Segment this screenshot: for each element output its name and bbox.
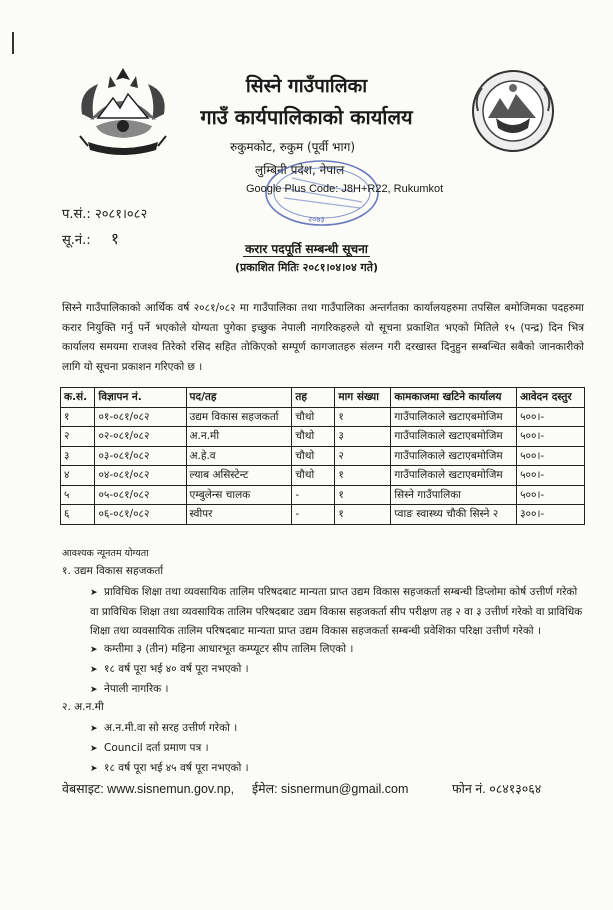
list-item: ➤ Council दर्ता प्रमाण पत्र । (90, 739, 584, 759)
website-link[interactable]: www.sisnemun.gov.np, (107, 782, 235, 796)
notice-number-value: १ (110, 229, 120, 248)
cell: १ (335, 466, 391, 486)
footer-website: वेबसाइट: www.sisnemun.gov.np, (62, 782, 235, 796)
cell: ५००।- (517, 407, 585, 427)
vacancy-table (60, 387, 585, 525)
cell: १ (335, 407, 391, 427)
notice-body: सिस्ने गाउँपालिकाको आर्थिक वर्ष २०८१/०८२ मा गाउँपालिका तथा गाउँपालिका अन्तर्गतका कार्यालयहरुमा तपसिल बमोजिमका पदहरुमा करार नियुक्ति गर्नु पर्ने भएकोले योग्यता पुगेका इच्छुक नेपाली नागरिकहरुले यो सूचना प्रकाशित भएको मितिले १५ (पन्द्र) दिन भित्र कार्यालय समयमा राजश्व तिरेको रसिद सहित तोकिएको सम्पूर्ण कागजातहरु संलग्न गरी दरखास्त दिनुहुन सम्बन्धित सबैको जानकारीको लागि यो सूचना प्रकाशन गरिएको छ । (62, 302, 584, 373)
address-line-1: रुकुमकोट, रुकुम (पूर्वी भाग) (230, 140, 356, 154)
col-header-post: पद/तह (186, 388, 292, 408)
bullet-arrow-icon: ➤ (90, 588, 98, 598)
published-date: (प्रकाशित मितिः २०८१।०४।०४ गते) (234, 261, 379, 274)
cell: गाउँपालिकाले खटाएबमोजिम (391, 466, 517, 486)
address-line-2: लुम्बिनी प्रदेश, नेपाल (255, 163, 345, 177)
cell: ५ (61, 485, 95, 505)
section-title-1: १. उद्यम विकास सहजकर्ता (62, 565, 164, 577)
cell: ल्याब असिस्टेन्ट (186, 466, 292, 486)
svg-text:२०७३: २०७३ (308, 215, 325, 224)
cell: गाउँपालिकाले खटाएबमोजिम (391, 446, 517, 466)
reference-label: प.सं.: (62, 207, 91, 222)
col-header-fee: आवेदन दस्तुर (517, 388, 585, 408)
table-row (61, 466, 585, 486)
reference-value: २०८१।०८२ (94, 207, 148, 222)
cell: ३ (335, 427, 391, 447)
cell: स्वीपर (186, 505, 292, 525)
margin-mark (12, 32, 14, 54)
table-row (61, 427, 585, 447)
cell: २ (61, 427, 95, 447)
bullet-arrow-icon: ➤ (90, 665, 98, 675)
cell: ०५-०८१/०८२ (95, 485, 186, 505)
phone-number: ०८४१३०६४ (489, 782, 542, 796)
cell: ०१-०८१/०८२ (95, 407, 186, 427)
list-item: ➤ प्राविधिक शिक्षा तथा व्यवसायिक तालिम परिषदबाट मान्यता प्राप्त उद्यम विकास सहजकर्ता सम्बन्धी डिप्लोमा कोर्ष उत्तीर्ण गरेको वा प्राविधिक शिक्षा तथा व्यवसायिक तालिम परिषदबाट उद्यम विकास सहजकर्ता सीप परीक्षण तह २ वा ३ उत्तीर्ण गरेको वा प्राविधिक शिक्षा तथा व्यवसायिक तालिम परिषदबाट मान्यता प्राप्त उद्यम विकास सहजकर्ता सम्बन्धी प्रवेशिका परिक्षा उत्तीर्ण गरेको । (90, 586, 583, 637)
reference-number (62, 204, 147, 222)
table-row (61, 407, 585, 427)
cell: गाउँपालिकाले खटाएबमोजिम (391, 427, 517, 447)
cell: २ (335, 446, 391, 466)
municipality-name: सिस्ने गाउँपालिका (245, 75, 368, 97)
cell: ०३-०८१/०८२ (95, 446, 186, 466)
cell: ०४-०८१/०८२ (95, 466, 186, 486)
col-header-count: माग संख्या (335, 388, 391, 408)
list-item: ➤ कम्तीमा ३ (तीन) महिना आधारभूत कम्प्यूटर सीप तालिम लिएको । (90, 640, 584, 660)
cell: चौथो (292, 427, 335, 447)
table-row (61, 505, 585, 525)
cell: - (292, 485, 335, 505)
notice-title: करार पदपूर्ति सम्बन्धी सूचना (245, 242, 368, 256)
cell: ०६-०८१/०८२ (95, 505, 186, 525)
col-header-ad-no: विज्ञापन नं. (95, 388, 186, 408)
bullet-arrow-icon: ➤ (90, 645, 98, 655)
footer-email: ईमेल: sisnermun@gmail.com (252, 782, 409, 796)
bullet-arrow-icon: ➤ (90, 724, 98, 734)
bullet-arrow-icon: ➤ (90, 764, 98, 774)
notice-number-label: सू.नं.: (62, 233, 91, 248)
cell: १ (335, 485, 391, 505)
bullet-arrow-icon: ➤ (90, 744, 98, 754)
cell: अ.हे.व (186, 446, 292, 466)
cell: १ (61, 407, 95, 427)
table-row (61, 446, 585, 466)
footer-phone: फोन नं. ०८४१३०६४ (452, 782, 542, 796)
cell: ५००।- (517, 485, 585, 505)
email-link[interactable]: sisnermun@gmail.com (281, 782, 409, 796)
list-item: ➤ अ.न.मी.वा सो सरह उत्तीर्ण गरेको । (90, 719, 584, 739)
cell: ४ (61, 466, 95, 486)
table-row (61, 485, 585, 505)
cell: अ.न.मी (186, 427, 292, 447)
list-item: ➤ नेपाली नागरिक । (90, 680, 584, 700)
cell: ५००।- (517, 427, 585, 447)
cell: प्वाङ स्वास्थ्य चौकी सिस्ने २ (391, 505, 517, 525)
table-header-row (61, 388, 585, 408)
cell: - (292, 505, 335, 525)
cell: एम्बुलेन्स चालक (186, 485, 292, 505)
col-header-office: कामकाजमा खटिने कार्यालय (391, 388, 517, 408)
cell: ३ (61, 446, 95, 466)
section-title-2: २. अ.न.मी (62, 701, 104, 713)
cell: उद्यम विकास सहजकर्ता (186, 407, 292, 427)
cell: सिस्ने गाउँपालिका (391, 485, 517, 505)
list-item: ➤ १८ वर्ष पूरा भई ४५ वर्ष पूरा नभएको । (90, 759, 584, 779)
col-header-level: तह (292, 388, 335, 408)
cell: ५००।- (517, 446, 585, 466)
cell: चौथो (292, 407, 335, 427)
col-header-sn: क.सं. (61, 388, 95, 408)
cell: चौथो (292, 466, 335, 486)
cell: चौथो (292, 446, 335, 466)
cell: १ (335, 505, 391, 525)
cell: ५००।- (517, 466, 585, 486)
cell: ६ (61, 505, 95, 525)
cell: ०२-०८१/०८२ (95, 427, 186, 447)
list-item: ➤ १८ वर्ष पूरा भई ४० वर्ष पूरा नभएको । (90, 660, 584, 680)
cell: गाउँपालिकाले खटाएबमोजिम (391, 407, 517, 427)
google-plus-code: Google Plus Code: J8H+R22, Rukumkot (246, 183, 444, 195)
office-name: गाउँ कार्यपालिकाको कार्यालय (200, 105, 413, 129)
cell: ३००।- (517, 505, 585, 525)
bullet-arrow-icon: ➤ (90, 685, 98, 695)
requirements-heading: आवश्यक न्यूनतम योग्यता (62, 548, 149, 559)
